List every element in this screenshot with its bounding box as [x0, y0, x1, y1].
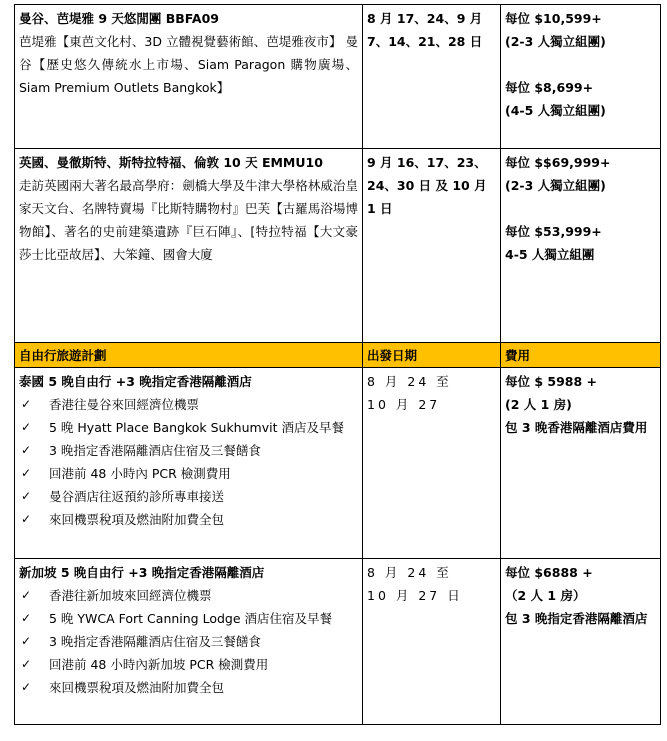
price-inclusion: 包 3 晚香港隔離酒店費用 — [505, 420, 648, 435]
tour-info-cell — [15, 5, 363, 149]
tour-title: 英國、曼徹斯特、斯特拉特福、倫敦 10 天 EMMU10 — [19, 155, 323, 170]
price-line: 每位 $8,699+ — [505, 80, 594, 95]
package-price-cell — [501, 368, 661, 559]
list-item: ✓ 香港往新加坡來回經濟位機票 — [19, 584, 358, 607]
price-line: 每位 $10,599+ — [505, 11, 602, 26]
check-icon: ✓ — [21, 443, 32, 457]
package-title: 新加坡 5 晚自由行 +3 晚指定香港隔離酒店 — [19, 565, 265, 580]
tour-dates: 8 月 17、24、9 月 7、14、21、28 日 — [367, 11, 483, 49]
list-item: ✓ 香港往曼谷來回經濟位機票 — [19, 393, 358, 416]
tour-row — [15, 5, 661, 149]
package-title: 泰國 5 晚自由行 +3 晚指定香港隔離酒店 — [19, 374, 252, 389]
list-item: ✓ 3 晚指定香港隔離酒店住宿及三餐饍食 — [19, 630, 358, 653]
tour-dates-cell — [363, 149, 501, 343]
date-to: 10 月 27 — [367, 397, 441, 412]
package-info-cell — [15, 368, 363, 559]
price-note: (2-3 人獨立組團) — [505, 178, 606, 193]
section-header-row — [15, 343, 661, 368]
tour-dates: 9 月 16、17、23、24、30 日 及 10 月 1 日 — [367, 155, 487, 216]
price-note: (2-3 人獨立組團) — [505, 34, 606, 49]
inclusion-list — [19, 393, 358, 531]
check-icon: ✓ — [21, 588, 32, 602]
tour-description: 走訪英國兩大著名最高學府：劍橋大學及牛津大學格林威治皇家天文台、名牌特賣場『比斯特購物村』巴芙【古羅馬浴場博物館】、著名的史前建築遺跡『巨石陣』、[特拉特福【大文豪莎士比亞故居】、大笨鐘、國會大廈 — [19, 178, 358, 262]
header-price: 費用 — [501, 343, 661, 368]
price-note: (4-5 人獨立組團) — [505, 103, 606, 118]
tour-title: 曼谷、芭堤雅 9 天悠閒團 BBFA09 — [19, 11, 219, 26]
list-item: ✓ 5 晚 YWCA Fort Canning Lodge 酒店住宿及早餐 — [19, 607, 358, 630]
price-note: 4-5 人獨立組團 — [505, 247, 595, 262]
tour-price-cell — [501, 149, 661, 343]
price-line: 每位 $53,999+ — [505, 224, 602, 239]
check-icon: ✓ — [21, 466, 32, 480]
header-plan: 自由行旅遊計劃 — [15, 343, 363, 368]
date-from: 8 月 24 至 — [367, 374, 452, 389]
list-item: ✓ 來回機票稅項及燃油附加費全包 — [19, 508, 358, 531]
list-item: ✓ 回港前 48 小時內 PCR 檢測費用 — [19, 462, 358, 485]
list-item: ✓ 來回機票稅項及燃油附加費全包 — [19, 676, 358, 699]
package-info-cell — [15, 559, 363, 725]
package-dates-cell — [363, 559, 501, 725]
price-inclusion: 包 3 晚指定香港隔離酒店 — [505, 611, 648, 626]
price-note: （2 人 1 房） — [505, 588, 586, 603]
check-icon: ✓ — [21, 680, 32, 694]
date-to: 10 月 27 日 — [367, 588, 463, 603]
date-from: 8 月 24 至 — [367, 565, 452, 580]
tour-price-cell — [501, 5, 661, 149]
price-note: (2 人 1 房) — [505, 397, 572, 412]
list-item: ✓ 3 晚指定香港隔離酒店住宿及三餐饍食 — [19, 439, 358, 462]
header-date: 出發日期 — [363, 343, 501, 368]
tour-info-cell — [15, 149, 363, 343]
price-line: 每位 $6888 + — [505, 565, 593, 580]
check-icon: ✓ — [21, 420, 32, 434]
inclusion-list — [19, 584, 358, 699]
check-icon: ✓ — [21, 512, 32, 526]
tour-row — [15, 149, 661, 343]
check-icon: ✓ — [21, 489, 32, 503]
list-item: ✓ 回港前 48 小時內新加坡 PCR 檢測費用 — [19, 653, 358, 676]
check-icon: ✓ — [21, 611, 32, 625]
package-price-cell — [501, 559, 661, 725]
tour-description: 芭堤雅【東芭文化村、3D 立體視覺藝術館、芭堤雅夜市】 曼谷【歷史悠久傳統水上市場、Siam Paragon 購物廣場、Siam Premium Outlets Bangkok】 — [19, 34, 358, 95]
list-item: ✓ 5 晚 Hyatt Place Bangkok Sukhumvit 酒店及早餐 — [19, 416, 358, 439]
package-dates-cell — [363, 368, 501, 559]
list-item: ✓ 曼谷酒店往返預約診所專車接送 — [19, 485, 358, 508]
tour-dates-cell — [363, 5, 501, 149]
check-icon: ✓ — [21, 397, 32, 411]
package-row — [15, 559, 661, 725]
check-icon: ✓ — [21, 634, 32, 648]
price-line: 每位 $ 5988 + — [505, 374, 598, 389]
tour-table — [14, 4, 661, 725]
check-icon: ✓ — [21, 657, 32, 671]
price-line: 每位 $$69,999+ — [505, 155, 611, 170]
package-row — [15, 368, 661, 559]
